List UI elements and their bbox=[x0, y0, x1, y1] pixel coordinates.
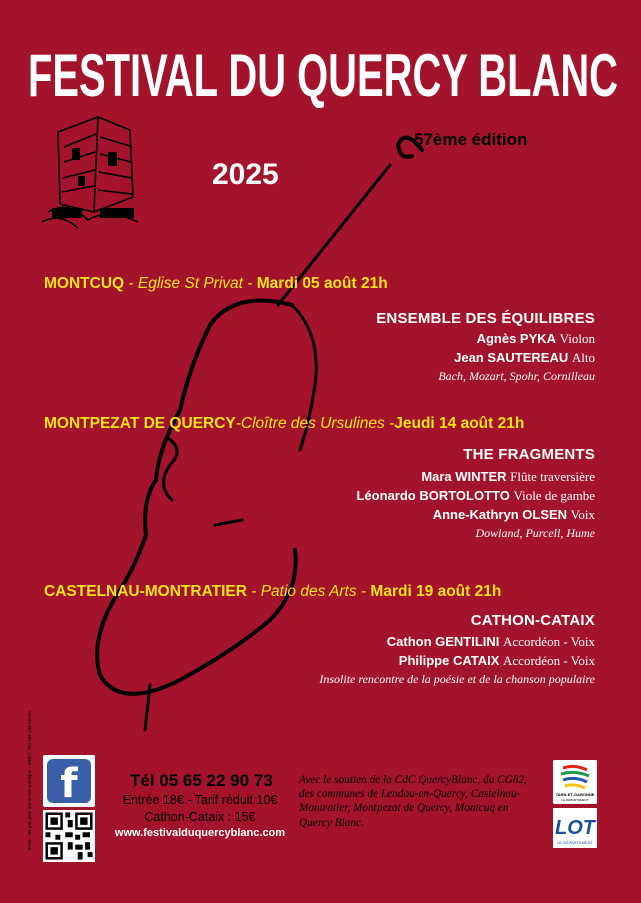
performer-instrument: Accordéon - Voix bbox=[503, 653, 595, 668]
tarn-logo-text: TARN-ET-GARONNE bbox=[555, 792, 595, 797]
concert-3-ensemble: CATHON-CATAIX bbox=[470, 612, 595, 629]
lot-logo-subtext: LE DÉPARTEMENT bbox=[557, 840, 593, 845]
performer-instrument: Flûte traversière bbox=[510, 469, 595, 484]
performer-instrument: Viole de gambe bbox=[513, 488, 595, 503]
tarn-et-garonne-logo bbox=[553, 760, 597, 804]
festival-year: 2025 bbox=[212, 158, 279, 191]
concert-3-performer-1 bbox=[387, 634, 595, 650]
concert-1-sep1: - bbox=[124, 275, 138, 292]
phone-number[interactable]: Tél 05 65 22 90 73 bbox=[130, 771, 273, 790]
festival-title bbox=[0, 14, 641, 114]
facebook-glyph: f bbox=[47, 759, 91, 803]
concert-3-venue-line bbox=[44, 583, 501, 601]
concert-1-repertoire: Bach, Mozart, Spohr, Cornilleau bbox=[438, 369, 595, 383]
concert-2-venue-line bbox=[44, 415, 524, 433]
price-main: Entrée 18€ - Tarif réduit 10€ bbox=[122, 793, 278, 807]
lot-department-logo bbox=[553, 808, 597, 848]
concert-2-sep1: - bbox=[235, 415, 241, 432]
concert-3-date: Mardi 19 août 21h bbox=[370, 583, 502, 600]
facebook-icon[interactable] bbox=[43, 755, 95, 807]
concert-3-town: CASTELNAU-MONTRATIER bbox=[44, 583, 247, 600]
concert-2-repertoire: Dowland, Purcell, Hume bbox=[475, 526, 595, 540]
concert-1-venue-line bbox=[44, 275, 388, 293]
concert-1-town: MONTCUQ bbox=[44, 275, 125, 292]
concert-2-performer-3 bbox=[433, 507, 595, 523]
concert-2-performer-2 bbox=[356, 488, 595, 504]
concert-3-performer-2 bbox=[399, 653, 595, 669]
concert-1-performer-2 bbox=[454, 350, 595, 366]
tarn-logo-subtext: LE DÉPARTEMENT bbox=[561, 798, 589, 802]
performer-instrument: Voix bbox=[570, 507, 595, 522]
concert-2-date: Jeudi 14 août 21h bbox=[394, 415, 525, 432]
concert-1-ensemble: ENSEMBLE DES ÉQUILIBRES bbox=[376, 310, 595, 327]
print-credit bbox=[24, 650, 34, 850]
concert-1-sep2: - bbox=[242, 275, 257, 292]
concert-2-town: MONTPEZAT DE QUERCY bbox=[44, 415, 236, 432]
edition-label: 57ème édition bbox=[414, 130, 528, 149]
concert-3-sep1: - bbox=[246, 583, 261, 600]
print-credit-text: IPNS - Ne pas jeter sur la voie publique - SIRET 753 384 236 00010 bbox=[27, 711, 32, 850]
concert-2-ensemble: THE FRAGMENTS bbox=[463, 446, 595, 463]
concert-2-place: Cloître des Ursulines bbox=[240, 415, 385, 432]
performer-name: Philippe CATAIX bbox=[398, 653, 500, 668]
sponsor-text: Avec le soutien de la CdC QuercyBlanc, du CG82, des communes de Lendou-en-Quercy, Castelnau-Montratier, Montpezat de Quercy, Montcuq en Quercy Blanc. bbox=[299, 774, 527, 829]
concert-1-place: Eglise St Privat bbox=[137, 275, 243, 292]
concert-2-sep2: - bbox=[384, 415, 395, 432]
price-special: Cathon-Cataix : 15€ bbox=[144, 810, 256, 824]
performer-name: Anne-Kathryn OLSEN bbox=[432, 507, 568, 522]
website-link[interactable]: www.festivalduquercyblanc.com bbox=[114, 827, 286, 839]
performer-name: Jean SAUTEREAU bbox=[454, 350, 569, 365]
performer-instrument: Violon bbox=[559, 331, 595, 346]
concert-3-place: Patio des Arts bbox=[260, 583, 357, 600]
concert-3-repertoire: Insolite rencontre de la poésie et de la chanson populaire bbox=[319, 672, 595, 686]
performer-name: Agnès PYKA bbox=[476, 331, 557, 346]
concert-1-performer-1 bbox=[477, 331, 595, 347]
qr-code-icon[interactable] bbox=[43, 810, 95, 862]
performer-name: Léonardo BORTOLOTTO bbox=[356, 488, 510, 503]
concert-2-performer-1 bbox=[421, 469, 595, 485]
lot-logo-text: LOT bbox=[555, 817, 595, 839]
performer-name: Mara WINTER bbox=[421, 469, 507, 484]
concert-1-date: Mardi 05 août 21h bbox=[256, 275, 388, 292]
concert-3-sep2: - bbox=[356, 583, 371, 600]
performer-instrument: Alto bbox=[571, 350, 595, 365]
performer-name: Cathon GENTILINI bbox=[386, 634, 500, 649]
festival-title-text: FESTIVAL DU QUERCY BLANC bbox=[28, 42, 618, 109]
performer-instrument: Accordéon - Voix bbox=[503, 634, 595, 649]
